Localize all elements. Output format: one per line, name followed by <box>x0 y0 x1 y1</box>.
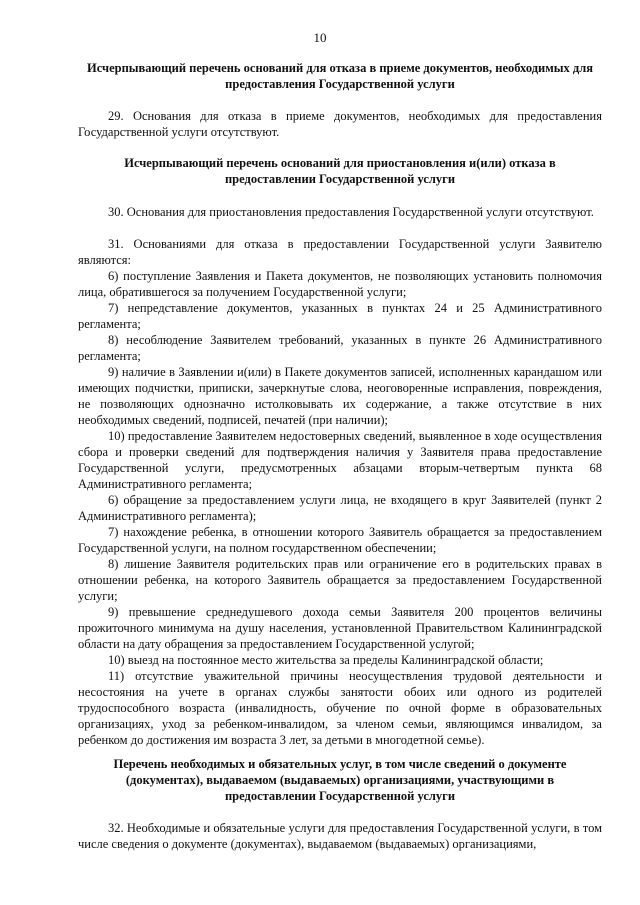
paragraph-29: 29. Основания для отказа в приеме документов, необходимых для предоставления Государственной услуги отсутствуют. <box>78 109 602 139</box>
list-item-11: 11) отсутствие уважительной причины неосуществления трудовой деятельности и несостояния на учете в органах службы занятости обоих или одного из родителей трудоспособного возраста (инвалидность, обучение по очной форме в образовательных организациях, уход за ребенком-инвалидом, за членом семьи, являющимся инвалидом, за ребенком до достижения им возраста 3 лет, за детьми в многодетной семье). <box>78 669 602 747</box>
list-item-8-a: 8) несоблюдение Заявителем требований, указанных в пункте 26 Административного регламента; <box>78 333 602 363</box>
list-item-10-a: 10) предоставление Заявителем недостоверных сведений, выявленное в ходе осуществления сбора и проверки сведений для подтверждения наличия у Заявителя права предоставление Государственной услуги, предусмотренных абзацами вторым-четвертым пункта 68 Административного регламента; <box>78 429 602 491</box>
paragraph-30: 30. Основания для приостановления предоставления Государственной услуги отсутствуют. <box>108 205 594 219</box>
list-item-10-b: 10) выезд на постоянное место жительства за пределы Калининградской области; <box>108 653 544 667</box>
paragraph-32: 32. Необходимые и обязательные услуги для предоставления Государственной услуги, в том числе сведения о документе (документах), выдаваемом (выдаваемых) организациями, <box>78 821 602 851</box>
list-item-9-a: 9) наличие в Заявлении и(или) в Пакете документов записей, исполненных карандашом или имеющих подчистки, приписки, зачеркнутые слова, неоговоренные исправления, повреждения, не позволяющих однозначно истолковывать их содержание, а также отсутствие в них необходимых сведений, подписей, печатей (при наличии); <box>78 365 602 427</box>
section-heading-suspension-refusal: Исчерпывающий перечень оснований для приостановления и(или) отказа в предоставлении Государственной услуги <box>124 156 556 186</box>
section-heading-required-services: Перечень необходимых и обязательных услуг, в том числе сведений о документе (документах), выдаваемом (выдаваемых) организациями, участвующими в предоставлении Государственной услуги <box>113 757 567 803</box>
page-number: 10 <box>313 30 327 45</box>
list-item-7-b: 7) нахождение ребенка, в отношении которого Заявитель обращается за предоставлением Государственной услуги, на полном государственном обеспечении; <box>78 525 602 555</box>
list-item-9-b: 9) превышение среднедушевого дохода семьи Заявителя 200 процентов величины прожиточного минимума на душу населения, установленной Правительством Калининградской области на дату обращения за предоставлением Государственной услугой; <box>78 605 602 651</box>
paragraph-31: 31. Основаниями для отказа в предоставлении Государственной услуги Заявителю являются: <box>78 237 602 267</box>
section-heading-refusal-acceptance: Исчерпывающий перечень оснований для отказа в приеме документов, необходимых для предоставления Государственной услуги <box>87 61 593 91</box>
list-item-6-a: 6) поступление Заявления и Пакета документов, не позволяющих установить полномочия лица, обратившегося за получением Государственной услуги; <box>78 269 602 299</box>
list-item-7-a: 7) непредставление документов, указанных в пунктах 24 и 25 Административного регламента; <box>78 301 602 331</box>
list-item-8-b: 8) лишение Заявителя родительских прав или ограничение его в родительских правах в отношении ребенка, на которого Заявитель обращается за предоставлением Государственной услуги; <box>78 557 602 603</box>
list-item-6-b: 6) обращение за предоставлением услуги лица, не входящего в круг Заявителей (пункт 2 Административного регламента); <box>78 493 602 523</box>
